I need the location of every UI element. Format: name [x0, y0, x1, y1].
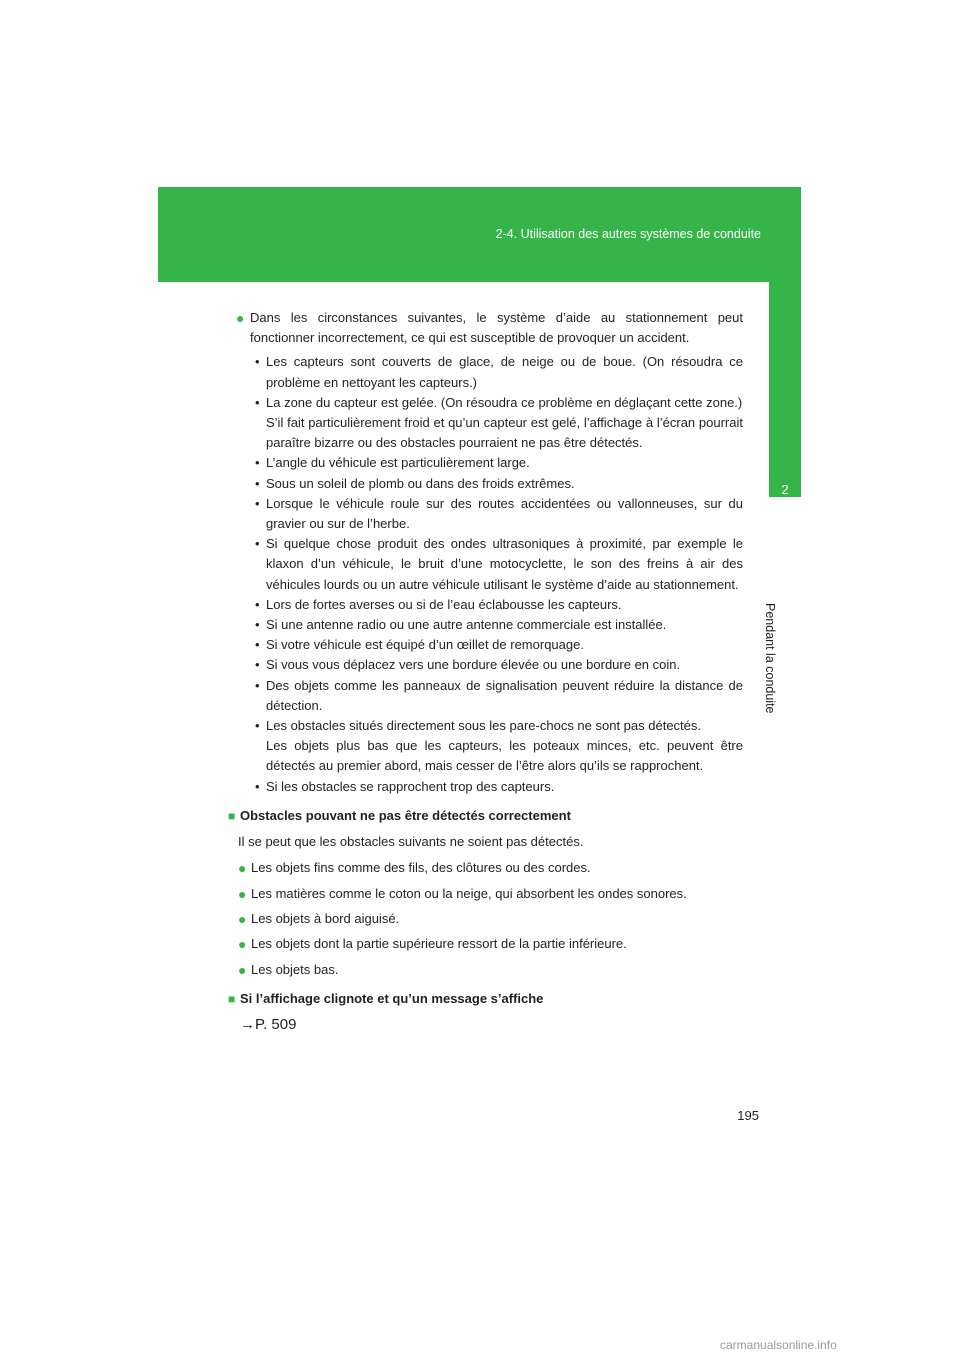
list-item: • Lors de fortes averses ou si de l’eau éclabousse les capteurs.: [252, 595, 743, 615]
chapter-tab: [769, 282, 801, 497]
bullet-icon: •: [255, 617, 260, 633]
list-item: • Si votre véhicule est équipé d’un œillet de remorquage.: [252, 635, 743, 655]
bullet-icon: •: [255, 495, 260, 511]
square-bullet-icon: ■: [228, 808, 236, 823]
header-band: [158, 187, 801, 282]
bullet-icon: •: [255, 536, 260, 552]
watermark: carmanualsonline.info: [720, 1338, 837, 1352]
obstacles-list: [238, 858, 743, 980]
bullet-icon: •: [255, 354, 260, 370]
list-item: • Si quelque chose produit des ondes ultrasoniques à proximité, par exemple le klaxon d’un véhicule, le bruit d’une motocyclette, le son des freins à air des véhicules lourds ou un autre véhicule utilisant le système d’aide au stationnement.: [255, 536, 743, 592]
square-bullet-icon: ■: [228, 992, 236, 1007]
bullet-icon: •: [255, 677, 260, 693]
list-item: • Lorsque le véhicule roule sur des routes accidentées ou vallonneuses, sur du gravier ou sur de l’herbe.: [255, 495, 743, 532]
page-number: 195: [737, 1108, 759, 1123]
conditions-list: [228, 352, 743, 796]
list-item: • Des objets comme les panneaux de signalisation peuvent réduire la distance de détection.: [255, 677, 743, 713]
bullet-dot-icon: ●: [238, 860, 247, 877]
list-item: ● Les objets fins comme des fils, des clôtures ou des cordes.: [238, 858, 743, 878]
list-item: ● Les objets bas.: [238, 960, 743, 980]
bullet-dot-icon: ●: [238, 911, 247, 928]
bullet-icon: •: [255, 637, 260, 653]
bullet-icon: •: [255, 475, 260, 491]
bullet-icon: •: [255, 394, 260, 410]
bullet-dot-icon: ●: [236, 310, 245, 326]
list-item: • Si une antenne radio ou une autre antenne commerciale est installée.: [252, 615, 743, 635]
list-item: • La zone du capteur est gelée. (On résoudra ce problème en déglaçant cette zone.) S’il fait particulièrement froid et qu’un capteur est gelé, l’affichage à l’écran pourrait paraître bizarre ou des obstacles pourraient ne pas être détectés.: [255, 394, 743, 451]
intro-paragraph: [228, 308, 743, 348]
list-item: • Les obstacles situés directement sous les pare-chocs ne sont pas détectés. Les objets plus bas que les capteurs, les poteaux minces, etc. peuvent être détectés au premier abord, mais cesser de l’être alors qu’ils se rapprochent.: [255, 718, 743, 774]
list-item: • Si vous vous déplacez vers une bordure élevée ou une bordure en coin.: [252, 655, 743, 675]
bullet-icon: •: [255, 455, 260, 471]
list-item: • L’angle du véhicule est particulièrement large.: [252, 453, 743, 473]
list-item: • Sous un soleil de plomb ou dans des froids extrêmes.: [252, 474, 743, 494]
bullet-icon: •: [255, 718, 260, 734]
list-item: ● Les objets à bord aiguisé.: [238, 909, 743, 929]
bullet-icon: •: [255, 657, 260, 673]
bullet-dot-icon: ●: [238, 961, 247, 978]
list-item: ● Les objets dont la partie supérieure ressort de la partie inférieure.: [238, 934, 743, 954]
section-title: 2-4. Utilisation des autres systèmes de conduite: [495, 227, 761, 241]
bullet-dot-icon: ●: [238, 936, 247, 953]
obstacles-intro: Il se peut que les obstacles suivants ne soient pas détectés.: [238, 834, 584, 850]
list-item: ● Les matières comme le coton ou la neige, qui absorbent les ondes sonores.: [238, 884, 743, 904]
intro-text: Dans les circonstances suivantes, le système d’aide au stationnement peut fonctionner incorrectement, ce qui est susceptible de provoquer un accident.: [250, 310, 743, 346]
bullet-icon: •: [255, 778, 260, 794]
page-content: [228, 308, 743, 1035]
chapter-label: Pendant la conduite: [763, 603, 777, 714]
bullet-icon: •: [255, 596, 260, 612]
obstacles-heading: ■ Obstacles pouvant ne pas être détectés correctement: [228, 806, 743, 826]
page-reference: →P. 509: [240, 1016, 297, 1034]
display-heading: ■ Si l’affichage clignote et qu’un message s’affiche: [228, 989, 743, 1009]
list-item: • Si les obstacles se rapprochent trop des capteurs.: [252, 777, 743, 797]
bullet-dot-icon: ●: [238, 885, 247, 902]
list-item: • Les capteurs sont couverts de glace, de neige ou de boue. (On résoudra ce problème en nettoyant les capteurs.): [255, 354, 743, 390]
chapter-number: 2: [781, 482, 789, 497]
